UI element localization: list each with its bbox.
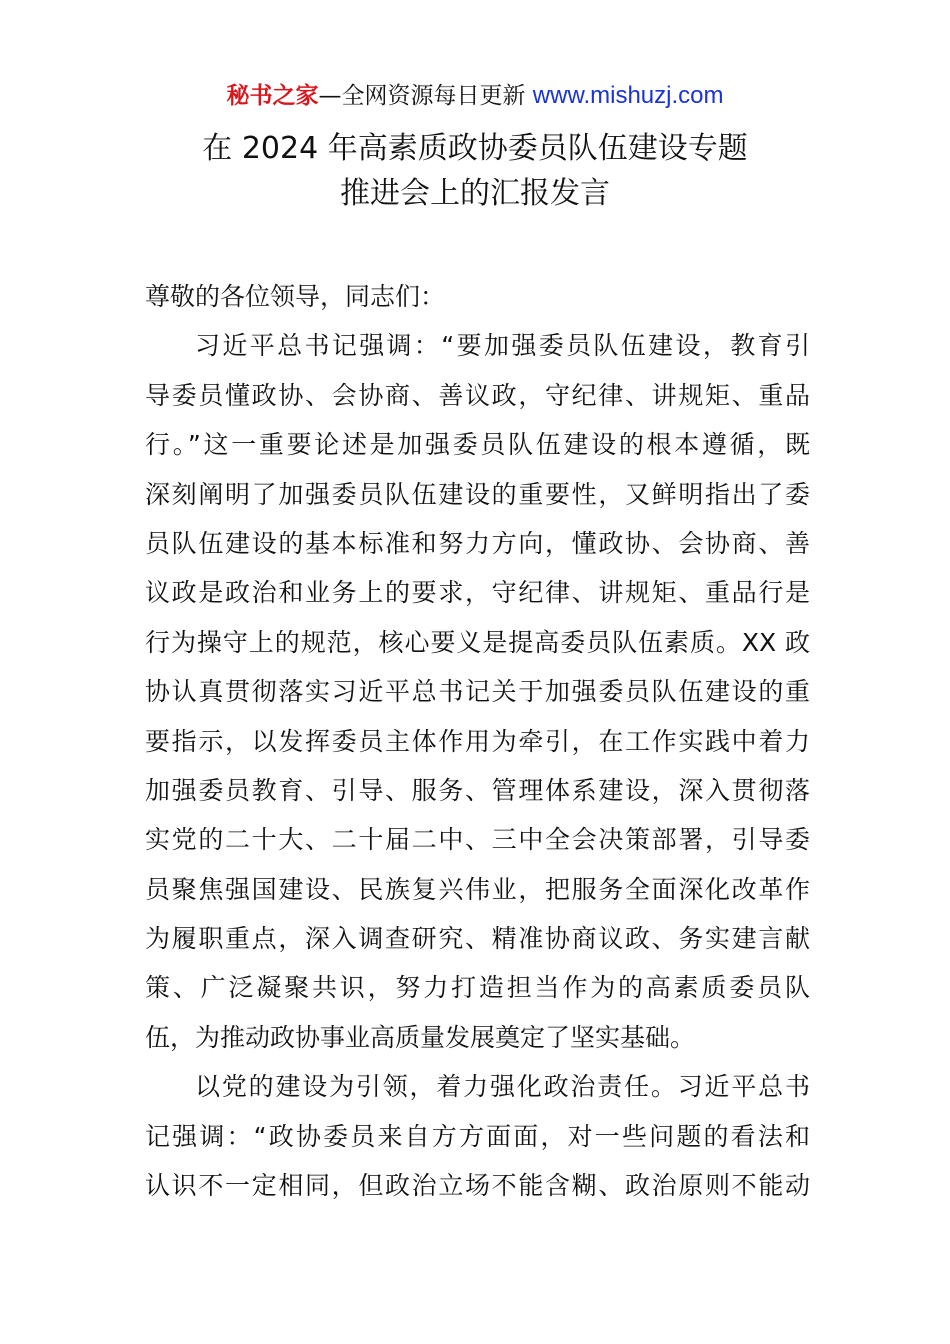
section-heading: 以党的建设为引领，着力强化政治责任。: [195, 1072, 678, 1102]
text-line: 实党的二十大、二十届二中、三中全会决策部署，引导委: [145, 825, 810, 855]
header-tagline: —全网资源每日更新: [318, 83, 526, 109]
text-line: 要指示，以发挥委员主体作用为牵引，在工作实践中着力: [145, 726, 810, 756]
brand-name: 秘书之家: [226, 83, 319, 109]
site-header: [0, 80, 950, 112]
paragraph-1: [145, 321, 810, 1062]
text-line: 认识不一定相同，但政治立场不能含糊、政治原则不能动: [145, 1171, 810, 1201]
text-line: 员队伍建设的基本标准和努力方向，懂政协、会协商、善: [145, 528, 810, 558]
site-url-link[interactable]: www.mishuzj.com: [532, 82, 724, 109]
text-line: 员聚焦强国建设、民族复兴伟业，把服务全面深化改革作: [145, 874, 810, 904]
text-line: 为履职重点，深入调查研究、精准协商议政、务实建言献: [145, 924, 810, 954]
text-line: 议政是政治和业务上的要求，守纪律、讲规矩、重品行是: [145, 578, 810, 608]
document-title: [0, 126, 950, 216]
text-line: 记强调：“政协委员来自方方面面，对一些问题的看法和: [145, 1121, 810, 1151]
text-run: 习近平总书: [677, 1072, 810, 1102]
text-line: 习近平总书记强调：“要加强委员队伍建设，教育引: [195, 331, 810, 361]
text-line: 伍，为推动政协事业高质量发展奠定了坚实基础。: [145, 1022, 696, 1052]
paragraph-2: [145, 1062, 810, 1210]
text-line: 行。”这一重要论述是加强委员队伍建设的根本遵循，既: [145, 430, 810, 460]
text-line: 行为操守上的规范，核心要义是提高委员队伍素质。XX 政: [145, 627, 810, 657]
text-line: 协认真贯彻落实习近平总书记关于加强委员队伍建设的重: [145, 677, 810, 707]
text-line: 深刻阐明了加强委员队伍建设的重要性，又鲜明指出了委: [145, 479, 810, 509]
salutation: 尊敬的各位领导，同志们：: [145, 282, 446, 311]
title-line-1: 在 2024 年高素质政协委员队伍建设专题: [202, 131, 748, 166]
text-line: [145, 1062, 810, 1111]
text-line: 策、广泛凝聚共识，努力打造担当作为的高素质委员队: [145, 973, 810, 1003]
text-line: 加强委员教育、引导、服务、管理体系建设，深入贯彻落: [145, 775, 810, 805]
text-line: 导委员懂政协、会协商、善议政，守纪律、讲规矩、重品: [145, 380, 810, 410]
title-line-2: 推进会上的汇报发言: [340, 176, 610, 211]
document-body: [145, 272, 810, 1210]
